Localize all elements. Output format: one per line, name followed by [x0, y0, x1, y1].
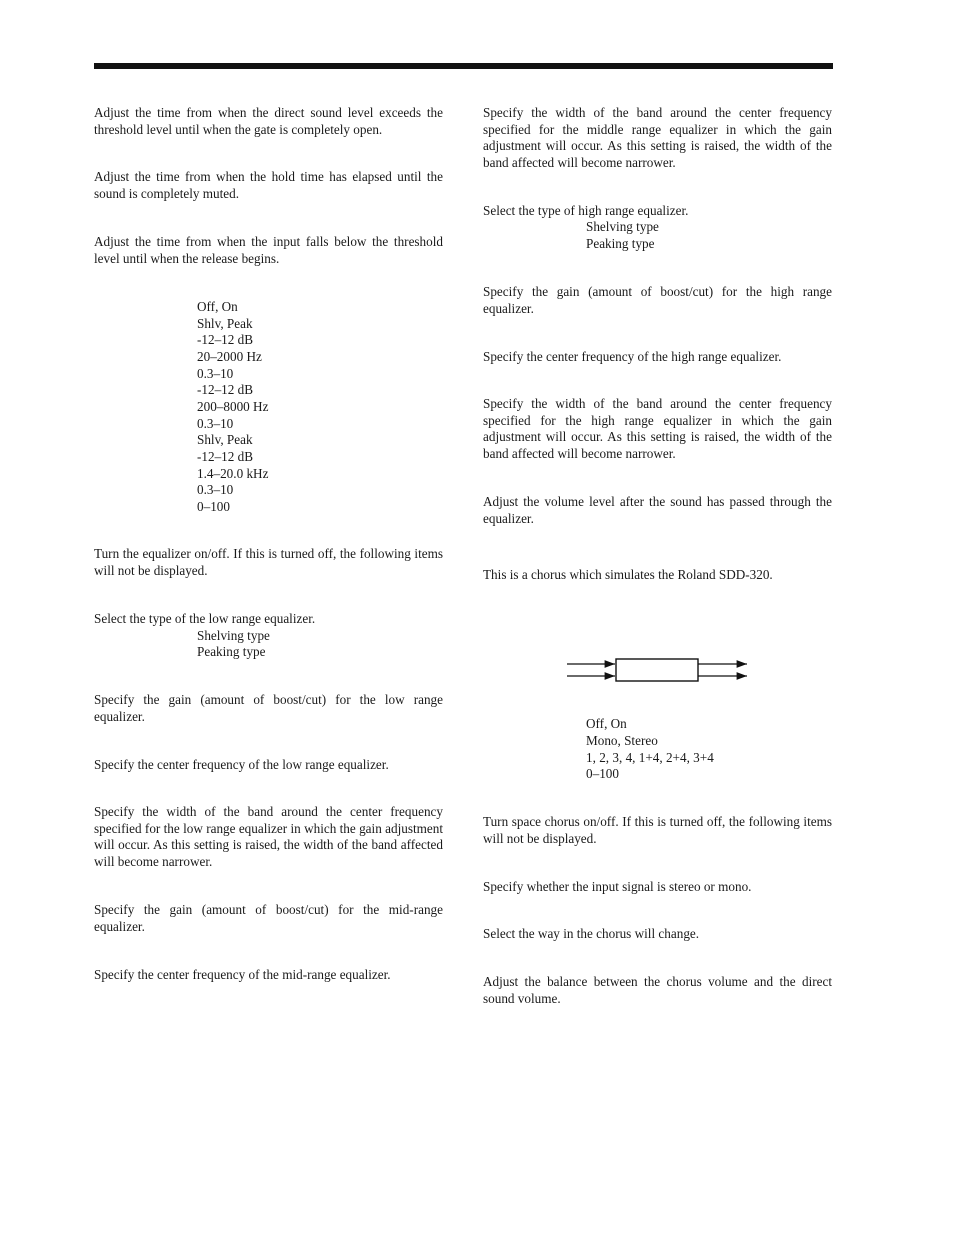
low-type-option: Peaking type [197, 644, 266, 659]
value-item: 0.3–10 [197, 482, 234, 497]
value-item: -12–12 dB [197, 382, 254, 397]
high-type-option: Peaking type [586, 236, 655, 251]
eq-level-description: Adjust the volume level after the sound has passed through the equalizer. [483, 494, 832, 526]
value-item: -12–12 dB [197, 332, 254, 347]
signal-flow-diagram [565, 655, 750, 685]
mid-freq-description: Specify the center frequency of the mid-range equalizer. [94, 967, 391, 982]
high-type-option: Shelving type [586, 219, 659, 234]
value-item: Off, On [197, 299, 238, 314]
eq-switch-description: Turn the equalizer on/off. If this is turned off, the following items will not be displayed. [94, 546, 443, 578]
hold-description: Adjust the time from when the input falls below the threshold level until when the release begins. [94, 234, 443, 266]
header-rule [94, 63, 833, 69]
attack-description: Adjust the time from when the direct sound level exceeds the threshold level until when the gate is completely open. [94, 105, 443, 137]
chorus-block [616, 659, 698, 681]
input-mode-description: Specify whether the input signal is stereo or mono. [483, 879, 752, 894]
high-type-description: Select the type of high range equalizer. [483, 203, 689, 218]
space-chorus-description: This is a chorus which simulates the Roland SDD-320. [483, 567, 773, 582]
value-item: Shlv, Peak [197, 316, 253, 331]
value-item: -12–12 dB [197, 449, 254, 464]
low-type-option: Shelving type [197, 628, 270, 643]
low-type-description: Select the type of the low range equalizer. [94, 611, 316, 626]
low-freq-description: Specify the center frequency of the low range equalizer. [94, 757, 389, 772]
value-item: Shlv, Peak [197, 432, 253, 447]
value-item: 0–100 [197, 499, 230, 514]
chorus-switch-description: Turn space chorus on/off. If this is turned off, the following items will not be displayed. [483, 814, 832, 846]
low-gain-description: Specify the gain (amount of boost/cut) for the low range equalizer. [94, 692, 443, 724]
value-item: 1, 2, 3, 4, 1+4, 2+4, 3+4 [586, 750, 714, 765]
mode-description: Select the way in the chorus will change. [483, 926, 700, 941]
value-item: 0.3–10 [197, 366, 234, 381]
value-item: Off, On [586, 716, 627, 731]
high-gain-description: Specify the gain (amount of boost/cut) for the high range equalizer. [483, 284, 832, 316]
value-item: 0.3–10 [197, 416, 234, 431]
decay-description: Adjust the time from when the hold time has elapsed until the sound is completely muted. [94, 169, 443, 201]
value-item: 0–100 [586, 766, 619, 781]
mid-q-description: Specify the width of the band around the center frequency specified for the middle range equalizer in which the gain adjustment will occur. As this setting is raised, the width of the band affected will become narrower. [483, 105, 832, 171]
value-item: 20–2000 Hz [197, 349, 262, 364]
value-item: 1.4–20.0 kHz [197, 466, 269, 481]
balance-description: Adjust the balance between the chorus volume and the direct sound volume. [483, 974, 832, 1006]
high-freq-description: Specify the center frequency of the high range equalizer. [483, 349, 782, 364]
value-item: 200–8000 Hz [197, 399, 269, 414]
high-q-description: Specify the width of the band around the center frequency specified for the high range equalizer in which the gain adjustment will occur. As this setting is raised, the width of the band affected will become narrower. [483, 396, 832, 462]
low-q-description: Specify the width of the band around the center frequency specified for the low range equalizer in which the gain adjustment will occur. As this setting is raised, the width of the band affected will become narrower. [94, 804, 443, 870]
mid-gain-description: Specify the gain (amount of boost/cut) for the mid-range equalizer. [94, 902, 443, 934]
value-item: Mono, Stereo [586, 733, 658, 748]
